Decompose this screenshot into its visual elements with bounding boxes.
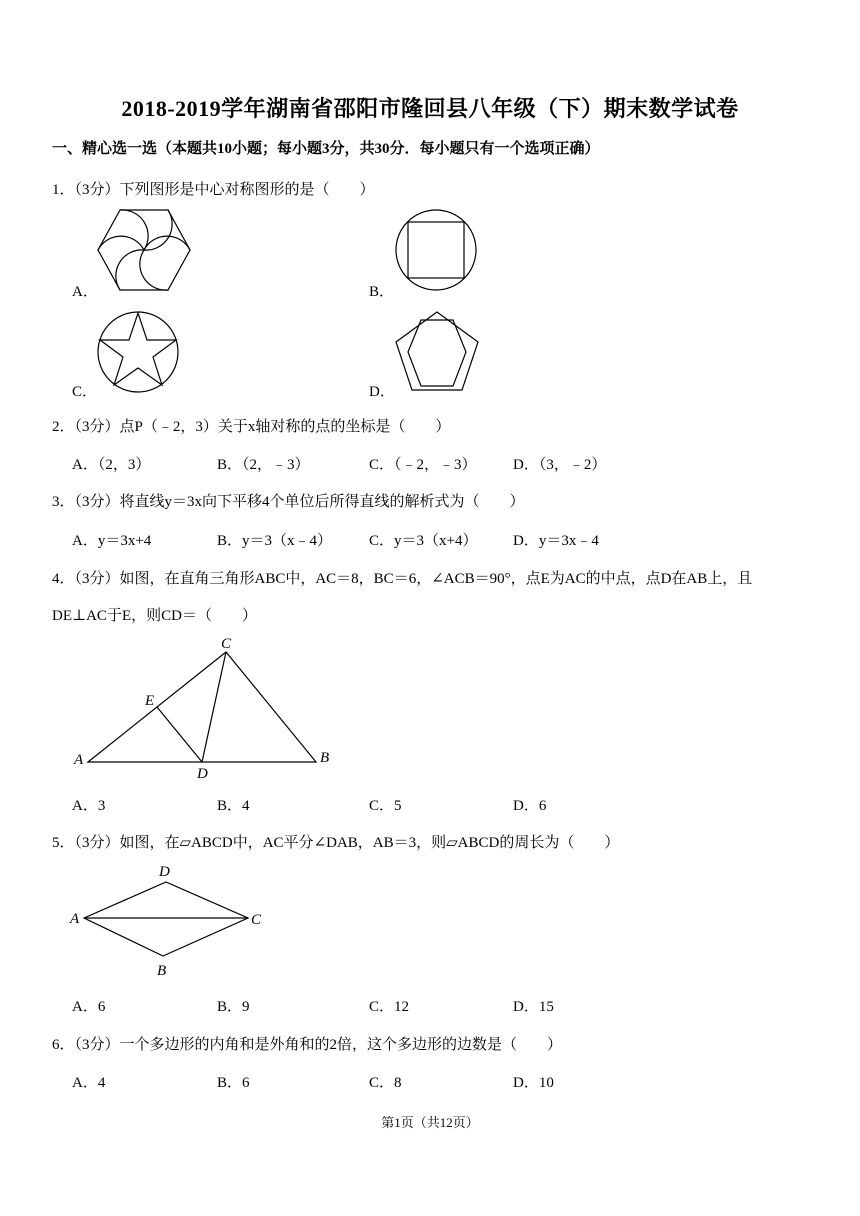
q3-option-b: B．y＝3（x﹣4） [217,533,333,549]
q1-option-c: C． [72,384,98,400]
q1-figure-a-hexagon [96,208,192,292]
q1-figure-c-star-circle [96,310,180,394]
q2-option-a: A．（2，3） [72,457,151,473]
page-footer: 第1页（共12页） [381,1115,479,1130]
q5-label-b: B [157,963,167,979]
question-2-stem: 2．（3分）点P（﹣2，3）关于x轴对称的点的坐标是（ ） [52,419,451,435]
q4-label-a: A [74,752,84,768]
q3-option-c: C．y＝3（x+4） [369,533,478,549]
question-6-stem: 6．（3分）一个多边形的内角和是外角和的2倍，这个多边形的边数是（ ） [52,1037,563,1053]
q5-label-a: A [70,911,80,927]
q4-option-b: B．4 [217,798,250,814]
q4-label-c: C [221,636,232,652]
question-3-stem: 3．（3分）将直线y＝3x向下平移4个单位后所得直线的解析式为（ ） [52,494,525,510]
q6-option-c: C．8 [369,1075,402,1091]
q3-option-a: A．y＝3x+4 [72,533,152,549]
q4-label-e: E [145,693,155,709]
q5-option-b: B．9 [217,999,250,1015]
q5-option-d: D．15 [513,999,554,1015]
question-5-stem: 5．（3分）如图，在▱ABCD中，AC平分∠DAB，AB＝3，则▱ABCD的周长为（ ） [52,835,620,851]
q1-option-b: B． [369,284,395,300]
q2-option-d: D．（3，﹣2） [513,457,607,473]
q2-option-b: B．（2，﹣3） [217,457,310,473]
q4-label-b: B [320,750,330,766]
q1-option-d: D． [369,384,395,400]
q6-option-d: D．10 [513,1075,554,1091]
q4-option-a: A．3 [72,798,106,814]
section-heading: 一、精心选一选（本题共10小题；每小题3分，共30分．每小题只有一个选项正确） [52,141,600,157]
q1-figure-b-circle-square [394,208,478,292]
q5-label-c: C [251,912,262,928]
q5-option-a: A．6 [72,999,106,1015]
q1-figure-d-pentagon-hexagon [394,310,480,394]
q4-option-d: D．6 [513,798,547,814]
q1-option-a: A． [72,284,98,300]
q6-option-a: A．4 [72,1075,106,1091]
q4-option-c: C．5 [369,798,402,814]
question-1-stem: 1．（3分）下列图形是中心对称图形的是（ ） [52,182,375,198]
q6-option-b: B．6 [217,1075,250,1091]
q5-option-c: C．12 [369,999,410,1015]
question-4-stem-line1: 4．（3分）如图，在直角三角形ABC中，AC＝8，BC＝6，∠ACB＝90°，点E为AC的中点，点D在AB上，且 [52,571,753,587]
q5-rhombus-figure [68,860,278,980]
question-4-stem-line2: DE⊥AC于E，则CD＝（ ） [52,608,257,624]
page-title: 2018-2019学年湖南省邵阳市隆回县八年级（下）期末数学试卷 [121,96,739,121]
q5-label-d: D [159,864,170,880]
q4-label-d: D [197,766,208,782]
q3-option-d: D．y＝3x﹣4 [513,533,599,549]
q4-triangle-figure [70,632,340,782]
q2-option-c: C．（﹣2，﹣3） [369,457,477,473]
